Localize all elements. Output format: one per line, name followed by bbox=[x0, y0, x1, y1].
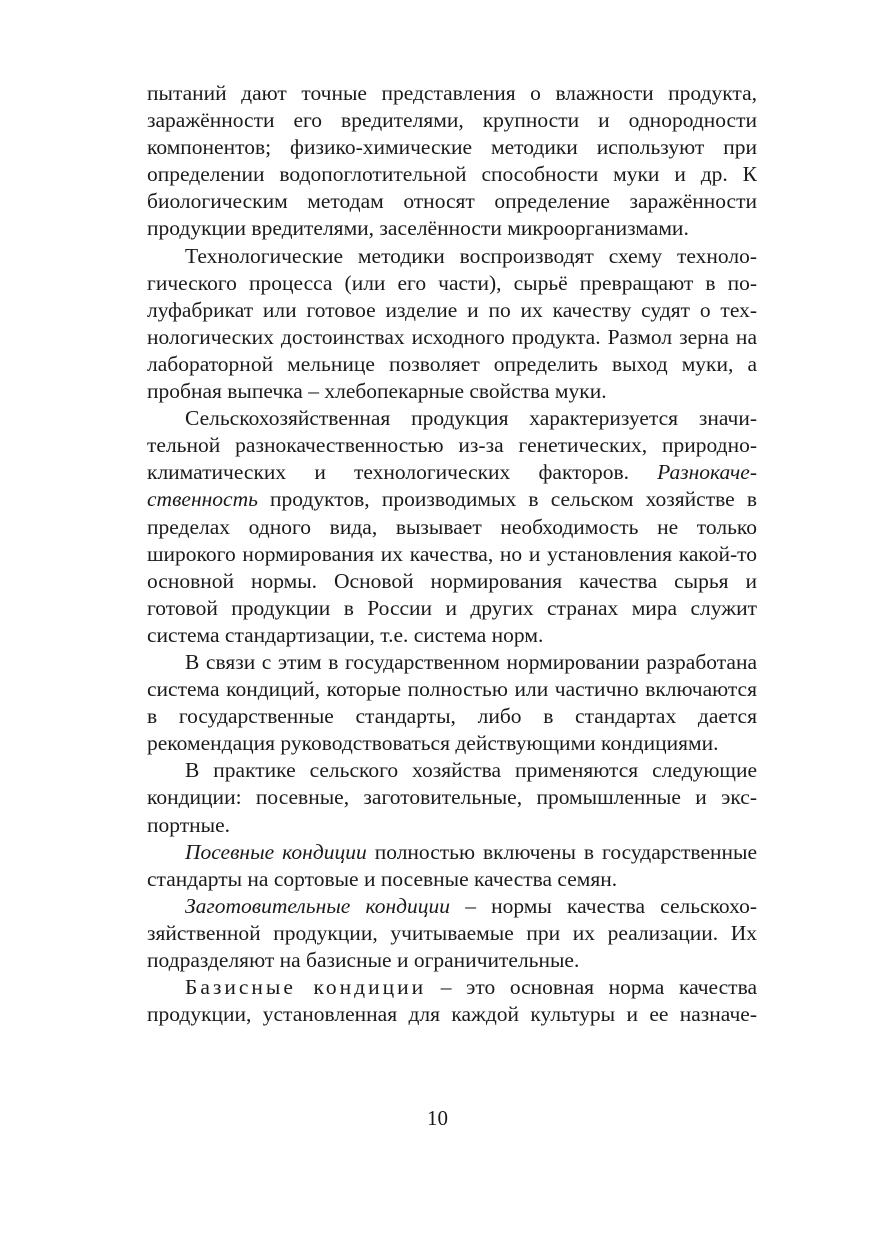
paragraph-6-text: полностью включены в государственные стандарты на сортовые и посевные качества семян. bbox=[147, 839, 757, 891]
paragraph-3 bbox=[147, 405, 757, 649]
paragraph-1-text: пытаний дают точные представления о влажности продукта, заражённости его вредителями, крупности и однородности компонентов; физико-химические методики используют при определении водопоглотительной способности муки и др. К биологическим методам относят определение заражённости продукции вредителями, заселённости микроорганизмами. bbox=[147, 81, 757, 241]
paragraph-5-text: В практике сельского хозяйства применяются следующие кондиции: посевные, заготовительные, промышленные и экспортные. bbox=[147, 758, 757, 837]
page-number: 10 bbox=[427, 1106, 448, 1130]
paragraph-1 bbox=[147, 80, 757, 243]
paragraph-2-text: Технологические методики воспроизводят схему технологического процесса (или его части), сырьё превращают в полуфабрикат или готовое изделие и по их качеству судят о технологических достоинствах исходного продукта. Размол зерна на лабораторной мельнице позволяет определить выход муки, а пробная выпечка – хлебопекарные свойства муки. bbox=[147, 243, 757, 404]
paragraph-8-spaced-term: Базисные кондиции bbox=[185, 975, 427, 1000]
paragraph-7-italic-term: Заготовительные кондиции bbox=[185, 893, 451, 918]
paragraph-4 bbox=[147, 649, 757, 757]
paragraph-4-text: В связи с этим в государственном нормировании разработана система кондиций, которые полностью или частично включаются в государственные стандарты, либо в стандартах дается рекомендация руководствоваться действующими кондициями. bbox=[147, 649, 757, 756]
page-body bbox=[147, 80, 757, 1028]
paragraph-7-text: – нормы качества сельскохозяйственной продукции, учитываемые при их реализации. Их подразделяют на базисные и ограничительные. bbox=[147, 893, 758, 972]
paragraph-6-italic-term: Посевные кондиции bbox=[185, 839, 367, 864]
paragraph-2 bbox=[147, 243, 757, 406]
paragraph-3-text-b: продуктов, производимых в сельском хозяйстве в пределах одного вида, вызывает необходимость не только широкого нормирования их качества, но и установления какой-то основной нормы. Основой нормирования качества сырья и готовой продукции в России и других странах мира служит система стандартизации, т.е. система норм. bbox=[147, 487, 757, 647]
paragraph-3-text-a: Сельскохозяйственная продукция характеризуется значительной разнокачественностью из-за генетических, природно-климатических и технологических факторов. bbox=[147, 406, 757, 485]
paragraph-6 bbox=[147, 839, 757, 893]
paragraph-7 bbox=[147, 893, 757, 974]
paragraph-3-italic-term: Разнокачественность bbox=[147, 460, 757, 512]
paragraph-8 bbox=[147, 974, 757, 1028]
paragraph-5 bbox=[147, 757, 757, 838]
paragraph-8-text: – это основная норма качества продукции, установленная для каждой культуры и ее назначе- bbox=[147, 975, 757, 1027]
